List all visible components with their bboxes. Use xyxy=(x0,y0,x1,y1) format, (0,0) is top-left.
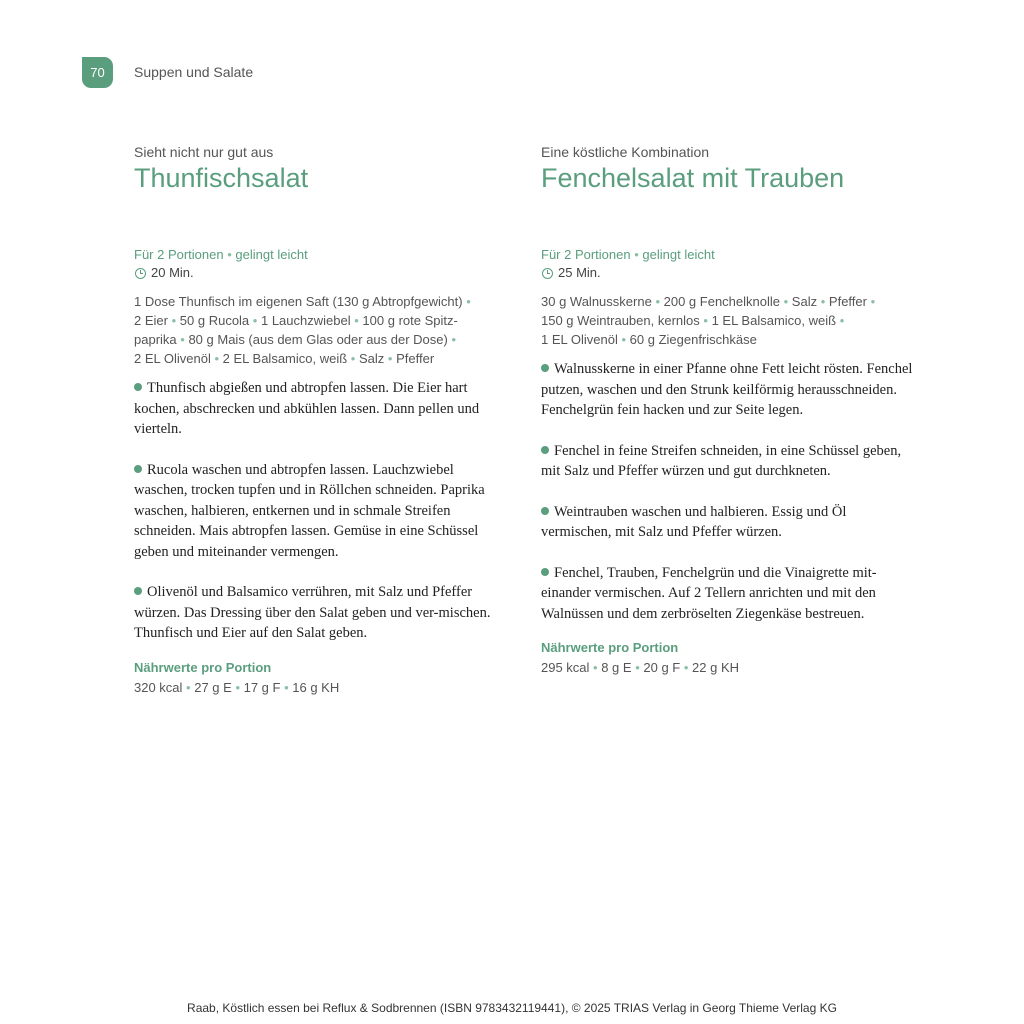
ingredient-line xyxy=(134,311,506,330)
step xyxy=(134,378,506,440)
step-text: Rucola waschen und abtropfen lassen. Lauchzwiebel waschen, trocken tupfen und in Röllchen schneiden. Paprika waschen, halbieren, entkernen und in schmale Streifen schneiden. Mais abtropfen lassen. Gemüse in eine Schüssel geben und miteinander vermengen. xyxy=(134,461,485,560)
step-text: Olivenöl und Balsamico verrühren, mit Salz und Pfeffer würzen. Das Dressing über den Salat geben und ver-mischen. Thunfisch und Eier auf den Salat geben. xyxy=(134,584,491,641)
recipe-meta xyxy=(541,246,913,264)
ingredient: 30 g Walnusskerne xyxy=(541,294,652,309)
step-text: Walnusskerne in einer Pfanne ohne Fett leicht rösten. Fenchel putzen, waschen und den Strunk keilförmig herausschneiden. Fenchelgrün fein hacken und zur Seite legen. xyxy=(541,361,913,418)
portions: Für 2 Portionen xyxy=(541,247,631,262)
ingredient: Salz xyxy=(358,351,385,366)
ingredient: 50 g Rucola xyxy=(179,313,250,328)
step-list xyxy=(134,378,506,644)
separator-dot: • xyxy=(284,679,293,695)
ingredient: 2 EL Olivenöl xyxy=(134,351,211,366)
nutrition-label: Nährwerte pro Portion xyxy=(134,659,272,675)
ingredient-line xyxy=(134,330,506,349)
ingredient-list xyxy=(134,292,506,368)
ingredient: 1 Dose Thunfisch im eigenen Saft (130 g Abtropfgewicht) xyxy=(134,294,463,309)
nutrition-label: Nährwerte pro Portion xyxy=(541,640,679,655)
portions: Für 2 Portionen xyxy=(134,247,224,262)
clock-icon xyxy=(135,268,146,279)
separator-dot: • xyxy=(186,679,195,695)
nutrition-protein: 8 g E xyxy=(601,660,632,675)
bullet-icon xyxy=(134,587,142,595)
separator-dot: • xyxy=(214,351,220,366)
separator-dot: • xyxy=(820,294,826,309)
ingredient: 1 EL Balsamico, weiß xyxy=(711,313,837,328)
bullet-icon xyxy=(134,465,142,473)
separator-dot: • xyxy=(870,294,876,309)
recipe-subtitle: Sieht nicht nur gut aus xyxy=(134,144,274,160)
clock-icon xyxy=(542,268,553,279)
separator-dot: • xyxy=(252,313,258,328)
step-list xyxy=(541,359,913,624)
separator-dot: • xyxy=(655,294,660,309)
section-title: Suppen und Salate xyxy=(134,64,254,80)
ingredient: 60 g Ziegenfrischkäse xyxy=(629,332,757,347)
ingredient: Pfeffer xyxy=(396,351,435,366)
nutrition-kcal: 320 kcal xyxy=(134,679,183,695)
separator-dot: • xyxy=(350,351,356,366)
step xyxy=(541,502,913,543)
recipe-title: Fenchelsalat mit Trauben xyxy=(541,163,845,193)
bullet-icon xyxy=(541,364,549,372)
difficulty: gelingt leicht xyxy=(235,247,308,262)
step-text: Fenchel in feine Streifen schneiden, in eine Schüssel geben, mit Salz und Pfeffer würzen und gut durchkneten. xyxy=(541,442,902,479)
separator-dot: • xyxy=(593,660,602,675)
nutrition-values xyxy=(541,658,913,678)
bullet-icon xyxy=(541,568,549,576)
nutrition-fat: 17 g F xyxy=(243,679,281,695)
difficulty: gelingt leicht xyxy=(642,247,715,262)
separator-dot: • xyxy=(466,294,471,309)
ingredient: paprika xyxy=(134,332,177,347)
nutrition-kcal: 295 kcal xyxy=(541,660,590,675)
recipe-subtitle: Eine köstliche Kombination xyxy=(541,144,710,160)
separator-dot: • xyxy=(783,294,789,309)
bullet-icon xyxy=(541,446,549,454)
recipe-title: Thunfischsalat xyxy=(134,163,309,193)
separator-dot: • xyxy=(635,660,644,675)
ingredient: Pfeffer xyxy=(828,294,867,309)
step xyxy=(134,460,506,563)
nutrition-carbs: 22 g KH xyxy=(692,660,740,675)
step-text: Fenchel, Trauben, Fenchelgrün und die Vinaigrette mit-einander vermischen. Auf 2 Tellern anrichten und mit den Walnüssen und dem zerbröselten Ziegenkäse bestreuen. xyxy=(541,564,877,622)
separator-dot: • xyxy=(227,247,236,262)
nutrition-values xyxy=(134,678,506,698)
ingredient-line xyxy=(134,292,506,311)
nutrition-protein: 27 g E xyxy=(194,679,232,695)
bullet-icon xyxy=(134,383,142,391)
recipe-thunfischsalat xyxy=(134,143,506,698)
nutrition-carbs: 16 g KH xyxy=(292,679,340,695)
ingredient-line xyxy=(541,330,913,349)
separator-dot: • xyxy=(839,313,845,328)
page-number: 70 xyxy=(82,57,113,88)
nutrition-fat: 20 g F xyxy=(643,660,681,675)
ingredient-line xyxy=(134,349,506,368)
step xyxy=(541,563,913,625)
recipe-fenchelsalat xyxy=(541,143,913,678)
step xyxy=(541,441,913,482)
separator-dot: • xyxy=(354,313,359,328)
separator-dot: • xyxy=(621,332,627,347)
ingredient-list xyxy=(541,292,913,349)
separator-dot: • xyxy=(634,247,643,262)
separator-dot: • xyxy=(683,660,693,675)
ingredient: 2 Eier xyxy=(134,313,168,328)
bullet-icon xyxy=(541,507,549,515)
ingredient-line xyxy=(541,311,913,330)
separator-dot: • xyxy=(171,313,177,328)
separator-dot: • xyxy=(387,351,393,366)
prep-time xyxy=(541,264,913,282)
ingredient-line xyxy=(541,292,913,311)
ingredient: 200 g Fenchelknolle xyxy=(663,294,780,309)
separator-dot: • xyxy=(235,679,244,695)
prep-time-value: 25 Min. xyxy=(558,265,601,280)
footer-citation: Raab, Köstlich essen bei Reflux & Sodbrennen (ISBN 9783432119441), © 2025 TRIAS Verlag in Georg Thieme Verlag KG xyxy=(187,1001,837,1015)
step-text: Weintrauben waschen und halbieren. Essig und Öl vermischen, mit Salz und Pfeffer würzen. xyxy=(541,503,847,540)
ingredient: 100 g rote Spitz- xyxy=(362,313,458,328)
step xyxy=(541,359,913,421)
ingredient: 1 EL Olivenöl xyxy=(541,332,618,347)
ingredient: 1 Lauchzwiebel xyxy=(260,313,351,328)
ingredient: 2 EL Balsamico, weiß xyxy=(222,351,348,366)
separator-dot: • xyxy=(180,332,185,347)
ingredient: 150 g Weintrauben, kernlos xyxy=(541,313,700,328)
step xyxy=(134,582,506,644)
recipe-meta xyxy=(134,246,506,264)
separator-dot: • xyxy=(703,313,708,328)
step-text: Thunfisch abgießen und abtropfen lassen. Die Eier hart kochen, abschrecken und abkühlen lassen. Dann pellen und vierteln. xyxy=(134,380,480,437)
prep-time xyxy=(134,264,506,282)
prep-time-value: 20 Min. xyxy=(151,265,194,280)
ingredient: Salz xyxy=(791,294,818,309)
ingredient: 80 g Mais (aus dem Glas oder aus der Dose) xyxy=(188,332,448,347)
separator-dot: • xyxy=(451,332,457,347)
